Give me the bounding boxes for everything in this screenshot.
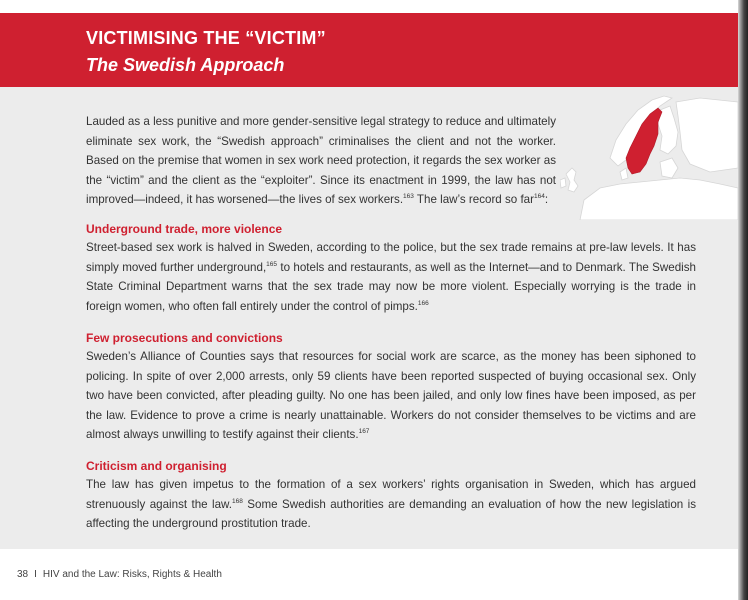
footnote-ref: 163 bbox=[403, 193, 414, 201]
footer-book-title: HIV and the Law: Risks, Rights & Health bbox=[42, 569, 222, 580]
footnote-ref: 166 bbox=[417, 299, 429, 307]
footnote-ref: 167 bbox=[358, 428, 370, 436]
intro-text: : bbox=[544, 193, 549, 206]
footer-separator: I bbox=[34, 569, 37, 580]
map-continent bbox=[580, 178, 738, 220]
intro-text: Lauded as a less punitive and more gender-sensitive legal strategy to reduce and ultimately eliminate sex work, the “Swedish approach” criminalises the client and not the worker. Based on the premise that women in sex work need protection, it regards the sex worker as the “victim” and the client as the “exploiter”. Since its enactment in 1999, the law has not improved—indeed, it has worsened—the lives of sex workers. bbox=[86, 115, 556, 206]
section-text: Some Swedish authorities are demanding an evaluation of how the new legislation is affecting the underground prostitution trade. bbox=[86, 497, 696, 530]
page-footer bbox=[17, 569, 222, 580]
footnote-ref: 165 bbox=[266, 260, 278, 268]
section-heading-underground-trade: Underground trade, more violence bbox=[86, 222, 283, 236]
section-text: to hotels and restaurants, as well as the Internet—and to Denmark. The Swedish State Criminal Department warns that the sex trade may now be more violent. Especially worrying is the trade in foreign women, who often fall entirely under the control of pimps. bbox=[86, 260, 697, 313]
europe-map-sweden-highlighted-icon bbox=[560, 88, 738, 220]
section-text: Street-based sex work is halved in Sweden, according to the police, but the sex trade remains at pre-law levels. It has simply moved further underground, bbox=[86, 241, 696, 274]
map-denmark bbox=[620, 168, 628, 180]
page-title: VICTIMISING THE “VICTIM” bbox=[86, 28, 326, 48]
page-number: 38 bbox=[17, 569, 29, 580]
footnote-ref: 164 bbox=[533, 193, 545, 201]
page-subtitle: The Swedish Approach bbox=[86, 55, 285, 75]
map-russia bbox=[676, 98, 738, 172]
section-heading-prosecutions: Few prosecutions and convictions bbox=[86, 331, 283, 345]
map-uk bbox=[566, 168, 578, 192]
footnote-ref: 168 bbox=[232, 497, 243, 505]
map-ireland bbox=[560, 178, 566, 188]
section-paragraph-underground-trade bbox=[86, 238, 696, 316]
section-paragraph-criticism bbox=[86, 475, 696, 534]
section-paragraph-prosecutions bbox=[86, 347, 696, 445]
intro-paragraph bbox=[86, 112, 556, 210]
section-heading-criticism: Criticism and organising bbox=[86, 459, 227, 473]
section-text: Sweden’s Alliance of Counties says that resources for social work are scarce, as the money has been siphoned to policing. In spite of over 2,000 arrests, only 59 clients have been reported suspected of buying occasional sex. Only two have been convicted, after pleading guilty. No one has been jailed, and only low fines have been imposed, as per the law. Evidence to prove a crime is nearly unattainable. Workers do not consider themselves to be victims and are almost always unwilling to testify against their clients. bbox=[86, 350, 696, 441]
section-text: The law has given impetus to the formation of a sex workers’ rights organisation in Sweden, which has argued strenuously against the law. bbox=[86, 478, 696, 511]
intro-text: The law’s record so far bbox=[413, 193, 534, 206]
map-baltics bbox=[660, 158, 678, 178]
page-edge-shadow bbox=[738, 0, 748, 600]
